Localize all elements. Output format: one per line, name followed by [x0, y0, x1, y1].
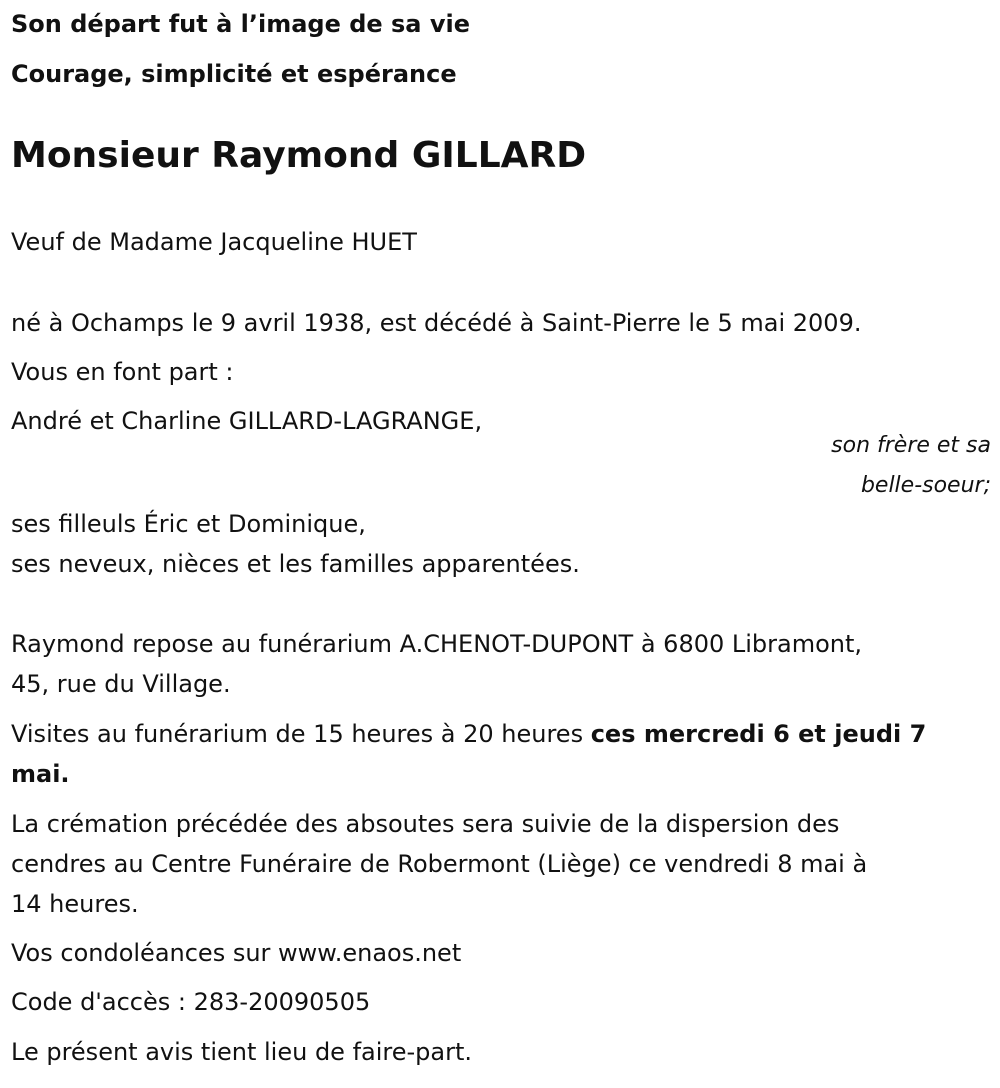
notice-text: Le présent avis tient lieu de faire-part. [11, 1038, 473, 1066]
cremation-line-2: cendres au Centre Funéraire de Robermont (Liège) ce vendredi 8 mai à [11, 850, 868, 878]
visits-dates: ces mercredi 6 et jeudi 7 [590, 720, 927, 748]
relation-line-2: belle-soeur; [860, 473, 991, 498]
visits-line-1 [11, 718, 926, 750]
family-intro: Vous en font part : [11, 358, 234, 386]
visits-line-2: mai. [11, 760, 70, 788]
widow-of-text: Veuf de Madame Jacqueline HUET [11, 228, 417, 256]
repose-line-2: 45, rue du Village. [11, 670, 231, 698]
access-code-text: Code d'accès : 283-20090505 [11, 988, 371, 1016]
motto-line-2: Courage, simplicité et espérance [11, 60, 457, 88]
condolences-text: Vos condoléances sur www.enaos.net [11, 939, 462, 967]
other-relatives-text: ses neveux, nièces et les familles apparentées. [11, 550, 580, 578]
birth-death-text: né à Ochamps le 9 avril 1938, est décédé à Saint-Pierre le 5 mai 2009. [11, 309, 862, 337]
godchildren-text: ses filleuls Éric et Dominique, [11, 510, 366, 538]
cremation-line-1: La crémation précédée des absoutes sera suivie de la dispersion des [11, 810, 840, 838]
deceased-name: Monsieur Raymond GILLARD [11, 135, 587, 176]
visits-prefix: Visites au funérarium de 15 heures à 20 heures [11, 720, 591, 748]
motto-line-1: Son départ fut à l’image de sa vie [11, 10, 470, 38]
repose-line-1: Raymond repose au funérarium A.CHENOT-DUPONT à 6800 Libramont, [11, 630, 863, 658]
brother-name: André et Charline GILLARD-LAGRANGE, [11, 407, 483, 435]
cremation-line-3: 14 heures. [11, 890, 139, 918]
relation-line-1: son frère et sa [831, 433, 991, 458]
